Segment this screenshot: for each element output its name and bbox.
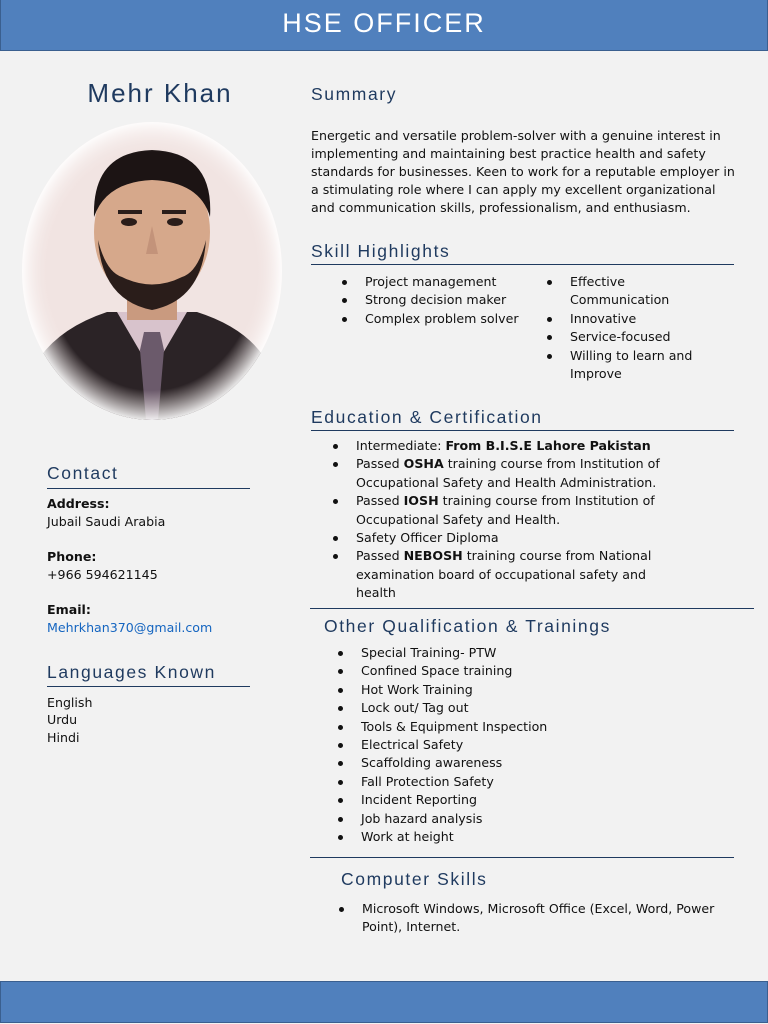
computer-heading: Computer Skills (341, 869, 488, 889)
skills-heading: Skill Highlights (311, 241, 451, 261)
qualification-item: Lock out/ Tag out (361, 699, 681, 717)
qualification-item: Job hazard analysis (361, 810, 681, 828)
education-item: Passed NEBOSH training course from National examination board of occupational safety and health (356, 547, 686, 602)
education-list (356, 437, 686, 603)
qualifications-heading: Other Qualification & Trainings (324, 616, 611, 636)
address-label: Address: (47, 496, 110, 511)
skill-item: Innovative (570, 310, 710, 328)
contact-heading: Contact (47, 463, 119, 483)
skill-item: Project management (365, 273, 523, 291)
phone-label: Phone: (47, 549, 97, 564)
summary-text: Energetic and versatile problem-solver with a genuine interest in implementing and maintaining best practice health and safety standards for businesses. Keen to work for a reputable employer in a stimulating role where I can apply my excellent organizational and communication skills, professionalism, and enthusiasm. (311, 128, 735, 215)
summary-heading: Summary (311, 84, 398, 104)
education-item: Safety Officer Diploma (356, 529, 686, 547)
email-label: Email: (47, 602, 91, 617)
qualification-item: Fall Protection Safety (361, 773, 681, 791)
languages-divider (47, 686, 250, 687)
skill-item: Service-focused (570, 328, 710, 346)
qualification-item: Incident Reporting (361, 791, 681, 809)
qualification-item: Work at height (361, 828, 681, 846)
contact-divider (47, 488, 250, 489)
language-item: Hindi (47, 730, 80, 745)
skill-item: Willing to learn and Improve (570, 347, 710, 384)
page-title: HSE OFFICER (282, 8, 486, 38)
header-bar (0, 0, 768, 51)
skill-item: Complex problem solver (365, 310, 523, 328)
profile-photo (22, 122, 282, 420)
skill-item: Strong decision maker (365, 291, 523, 309)
phone-value: +966 594621145 (47, 567, 158, 582)
education-item: Intermediate: From B.I.S.E Lahore Pakistan (356, 437, 686, 455)
skills-left-list (365, 273, 523, 328)
qualifications-top-divider (310, 608, 754, 609)
candidate-name: Mehr Khan (87, 78, 233, 108)
qualification-item: Electrical Safety (361, 736, 681, 754)
language-item: English (47, 695, 93, 710)
skills-divider (311, 264, 734, 265)
education-divider (311, 430, 734, 431)
skills-right-list (570, 273, 710, 383)
education-item: Passed OSHA training course from Institution of Occupational Safety and Health Administration. (356, 455, 686, 492)
address-value: Jubail Saudi Arabia (47, 514, 166, 529)
computer-top-divider (310, 857, 734, 858)
education-heading: Education & Certification (311, 407, 543, 427)
education-item: Passed IOSH training course from Institution of Occupational Safety and Health. (356, 492, 686, 529)
footer-bar (0, 981, 768, 1023)
qualification-item: Confined Space training (361, 662, 681, 680)
skill-item: Effective Communication (570, 273, 710, 310)
qualifications-list (361, 644, 681, 846)
email-link[interactable]: Mehrkhan370@gmail.com (47, 620, 213, 635)
computer-item: Microsoft Windows, Microsoft Office (Excel, Word, Power Point), Internet. (362, 900, 734, 937)
qualification-item: Scaffolding awareness (361, 754, 681, 772)
qualification-item: Hot Work Training (361, 681, 681, 699)
qualification-item: Special Training- PTW (361, 644, 681, 662)
language-item: Urdu (47, 712, 78, 727)
computer-list (362, 900, 734, 937)
languages-heading: Languages Known (47, 662, 216, 682)
qualification-item: Tools & Equipment Inspection (361, 718, 681, 736)
